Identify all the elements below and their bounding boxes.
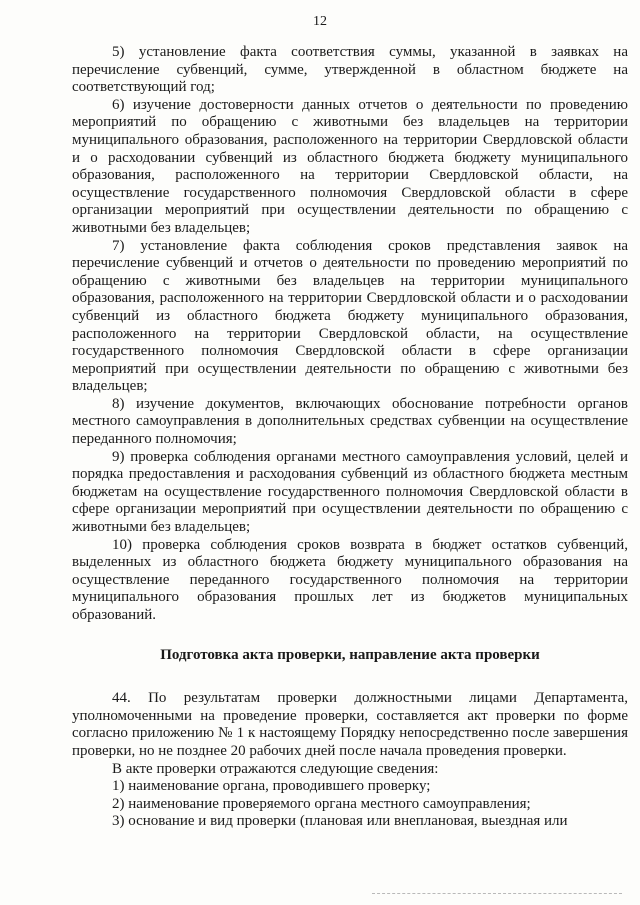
section-heading: Подготовка акта проверки, направление акта проверки — [160, 646, 540, 663]
page-number: 12 — [313, 14, 327, 29]
list-item-5: 5) установление факта соответствия суммы, указанной в заявках на перечисление субвенций, сумме, утвержденной в областном бюджете на соответствующий год; — [72, 44, 628, 96]
list-item-7: 7) установление факта соблюдения сроков представления заявок на перечисление субвенций и отчетов о деятельности по проведению мероприятий по обращению с животными без владельцев на территории муниципального образования, расположенного на территории Свердловской области и о расходовании субвенций из областного бюджета бюджету муниципального образования, расположенного на территории Свердловской области, на осуществление государственного полномочия Свердловской области в сфере организации мероприятий при осуществлении деятельности по обращению с животными без владельцев; — [72, 237, 628, 395]
footer-divider — [372, 893, 622, 894]
act-item-3: 3) основание и вид проверки (плановая или внеплановая, выездная или — [112, 813, 568, 830]
list-item-8: 8) изучение документов, включающих обоснование потребности органов местного самоуправления в дополнительных средствах субвенции на осуществление переданного полномочия; — [72, 395, 628, 448]
list-item-9: 9) проверка соблюдения органами местного самоуправления условий, целей и порядка предоставления и расходования субвенций из областного бюджета местным бюджетам на осуществление государственного полномочия Свердловской области в сфере организации мероприятий при осуществлении деятельности по обращению с животными без владельцев; — [72, 448, 628, 536]
act-item-1: 1) наименование органа, проводившего проверку; — [112, 778, 431, 795]
act-item-2: 2) наименование проверяемого органа местного самоуправления; — [112, 795, 531, 812]
list-item-6: 6) изучение достоверности данных отчетов о деятельности по проведению мероприятий по обращению с животными без владельцев на территории муниципального образования, расположенного на территории Свердловской области и о расходовании субвенций из областного бюджета бюджету муниципального образования, расположенного на территории Свердловской области, на осуществление государственного полномочия Свердловской области в сфере организации мероприятий при осуществлении деятельности по обращению с животными без владельцев; — [72, 96, 628, 236]
list-item-10: 10) проверка соблюдения сроков возврата в бюджет остатков субвенций, выделенных из областного бюджета бюджету муниципального образования на осуществление переданного государственного полномочия на территории муниципального образования прошлых лет из бюджетов муниципальных образований. — [72, 536, 628, 623]
act-intro: В акте проверки отражаются следующие сведения: — [112, 760, 439, 777]
document-body — [72, 44, 628, 831]
paragraph-44: 44. По результатам проверки должностными лицами Департамента, уполномоченными на проведение проверки, составляется акт проверки по форме согласно приложению № 1 к настоящему Порядку непосредственно после завершения проверки, но не позднее 20 рабочих дней после начала проведения проверки. — [72, 690, 628, 759]
